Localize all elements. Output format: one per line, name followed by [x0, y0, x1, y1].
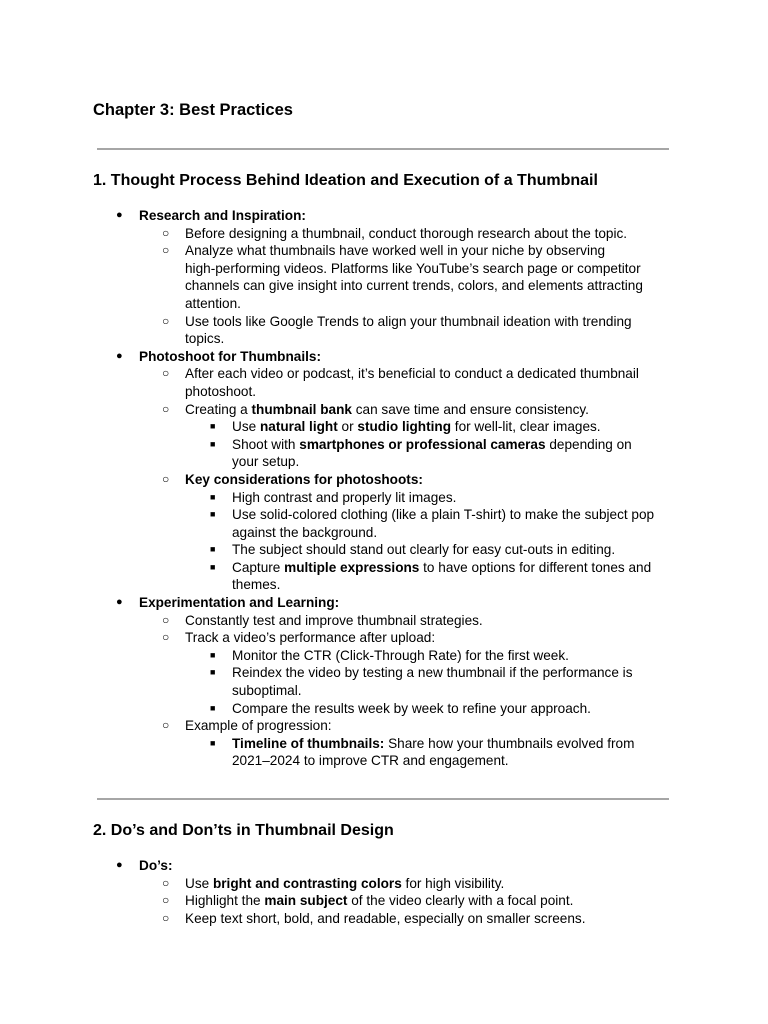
list-item-text: [185, 383, 256, 401]
text-run: Use tools like Google Trends to align your thumbnail ideation with trending: [185, 313, 632, 329]
text-run: channels can give insight into current trends, colors, and elements attracting: [185, 278, 643, 294]
chapter-title: Chapter 3: Best Practices: [93, 101, 293, 119]
list-item-text: [139, 348, 321, 366]
text-run: Photoshoot for Thumbnails:: [139, 348, 321, 364]
text-run: Monitor the CTR (Click-Through Rate) for the first week.: [232, 647, 569, 663]
text-run: Shoot with: [232, 436, 300, 452]
section-2-list-item-level-1: [0, 857, 768, 875]
text-run: Research and Inspiration:: [139, 208, 306, 223]
bullet-marker: ■: [210, 649, 216, 660]
text-run: After each video or podcast, it’s beneficial to conduct a dedicated thumbnail: [185, 366, 639, 382]
bullet-marker: ■: [210, 667, 216, 678]
list-item-text: [185, 260, 641, 278]
list-item-text: [139, 207, 306, 225]
text-run: to have options for different tones and: [419, 559, 652, 575]
section-1-list-item-level-3: [0, 735, 768, 753]
section-1-list-item-level-2: [0, 717, 768, 735]
bullet-marker: ■: [210, 438, 216, 449]
section-1-list-item-level-3: [0, 700, 768, 718]
list-item-text: [185, 242, 605, 260]
list-item-text: [232, 453, 299, 471]
section-1-list-item-level-3: [0, 682, 768, 700]
text-run: Constantly test and improve thumbnail strategies.: [185, 612, 483, 628]
bullet-marker: ■: [210, 544, 216, 555]
section-1-list-item-level-2: [0, 260, 768, 278]
list-item-text: [185, 401, 589, 419]
section-1-list-item-level-3: [0, 453, 768, 471]
list-item-text: [232, 647, 569, 665]
list-item-text: [232, 489, 456, 507]
list-item-text: [185, 910, 586, 928]
list-item-text: [232, 436, 632, 454]
text-run: Before designing a thumbnail, conduct thorough research about the topic.: [185, 225, 628, 241]
section-1-list-item-level-3: [0, 524, 768, 542]
section-1-list-item-level-3: [0, 664, 768, 682]
text-run: Use: [185, 875, 213, 891]
bold-phrase: Timeline of thumbnails:: [232, 735, 385, 751]
bold-phrase: bright and contrasting colors: [212, 875, 402, 891]
horizontal-rule: [97, 148, 669, 150]
section-1-heading: 1. Thought Process Behind Ideation and Execution of a Thumbnail: [93, 172, 598, 189]
section-1-list-item-level-2: [0, 365, 768, 383]
section-1-list-item-level-3: [0, 418, 768, 436]
text-run: Experimentation and Learning:: [139, 595, 340, 611]
bullet-marker: ●: [116, 209, 123, 221]
text-run: Capture: [232, 559, 285, 575]
text-run: Do’s:: [139, 858, 173, 873]
bullet-marker: ■: [210, 491, 216, 502]
list-item-text: [185, 612, 483, 630]
text-run: The subject should stand out clearly for easy cut-outs in editing.: [232, 542, 616, 558]
list-item-text: [185, 629, 435, 647]
list-item-text: [139, 857, 172, 875]
bullet-marker: ■: [210, 421, 216, 432]
bold-phrase: main subject: [264, 893, 348, 909]
list-item-text: [232, 576, 280, 594]
section-1-list-item-level-2: [0, 629, 768, 647]
bold-phrase: thumbnail bank: [251, 401, 352, 417]
text-run: photoshoot.: [185, 383, 257, 399]
bullet-marker: ○: [162, 612, 170, 627]
text-run: topics.: [185, 331, 225, 347]
list-item-text: [185, 471, 423, 489]
text-run: Share how your thumbnails evolved from: [384, 735, 635, 751]
section-1-list-item-level-2: [0, 330, 768, 348]
section-1-list-item-level-1: [0, 348, 768, 366]
bullet-marker: ○: [162, 225, 170, 240]
text-run: or: [337, 419, 358, 435]
list-item-text: [185, 717, 332, 735]
list-item-text: [232, 752, 509, 770]
bold-phrase: studio lighting: [357, 419, 452, 435]
section-1-list-item-level-2: [0, 277, 768, 295]
list-item-text: [232, 524, 377, 542]
list-item-text: [185, 225, 627, 243]
text-run: Example of progression:: [185, 718, 332, 734]
text-run: for high visibility.: [401, 875, 505, 891]
list-item-text: [185, 892, 573, 910]
section-1-list-item-level-2: [0, 313, 768, 331]
section-2-list-item-level-2: [0, 892, 768, 910]
bold-phrase: multiple expressions: [284, 559, 420, 575]
section-1-list-item-level-2: [0, 401, 768, 419]
section-1-list-item-level-2: [0, 242, 768, 260]
list-item-text: [232, 559, 651, 577]
text-run: Analyze what thumbnails have worked well in your niche by observing: [185, 243, 606, 259]
section-2-heading: 2. Do’s and Don’ts in Thumbnail Design: [93, 822, 394, 839]
section-1-list-item-level-2: [0, 471, 768, 489]
section-1-list-item-level-2: [0, 295, 768, 313]
bullet-marker: ○: [162, 910, 170, 925]
bullet-marker: ○: [162, 471, 170, 486]
bold-phrase: natural light: [259, 419, 338, 435]
list-item-text: [185, 277, 643, 295]
list-item-text: [232, 506, 654, 524]
bullet-marker: ○: [162, 718, 170, 733]
section-1-list-item-level-3: [0, 576, 768, 594]
text-run: Use solid-colored clothing (like a plain T-shirt) to make the subject pop: [232, 507, 655, 523]
bold-phrase: Key considerations for photoshoots:: [185, 471, 423, 487]
text-run: high-performing videos. Platforms like YouTube’s search page or competitor: [185, 260, 641, 276]
bullet-marker: ■: [210, 561, 216, 572]
text-run: Compare the results week by week to refine your approach.: [232, 700, 591, 716]
text-run: your setup.: [232, 454, 300, 470]
text-run: High contrast and properly lit images.: [232, 489, 457, 505]
bullet-marker: ○: [162, 313, 170, 328]
text-run: attention.: [185, 295, 241, 311]
bullet-marker: ○: [162, 366, 170, 381]
section-1-list-item-level-3: [0, 506, 768, 524]
bullet-marker: ○: [162, 630, 170, 645]
section-1-list-item-level-3: [0, 559, 768, 577]
text-run: themes.: [232, 577, 281, 593]
list-item-text: [232, 541, 615, 559]
list-item-text: [185, 365, 639, 383]
list-item-text: [232, 664, 633, 682]
list-item-text: [139, 594, 339, 612]
section-1-list: [0, 207, 768, 770]
section-1-list-item-level-2: [0, 225, 768, 243]
text-run: Track a video’s performance after upload:: [185, 630, 436, 646]
section-1-list-item-level-2: [0, 612, 768, 630]
bullet-marker: ■: [210, 737, 216, 748]
bullet-marker: ○: [162, 401, 170, 416]
bullet-marker: ●: [116, 596, 123, 609]
text-run: Highlight the: [185, 893, 265, 909]
bullet-marker: ○: [162, 893, 170, 908]
text-run: of the video clearly with a focal point.: [347, 893, 574, 909]
text-run: Keep text short, bold, and readable, especially on smaller screens.: [185, 910, 586, 926]
list-item-text: [232, 418, 601, 436]
text-run: Reindex the video by testing a new thumbnail if the performance is: [232, 665, 633, 681]
text-run: can save time and ensure consistency.: [351, 401, 589, 417]
section-1-list-item-level-3: [0, 489, 768, 507]
bullet-marker: ○: [162, 875, 170, 890]
section-1-list-item-level-3: [0, 752, 768, 770]
text-run: for well-lit, clear images.: [451, 419, 601, 435]
list-item-text: [232, 700, 591, 718]
list-item-text: [185, 875, 504, 893]
bullet-marker: ■: [210, 509, 216, 520]
section-1-list-item-level-1: [0, 594, 768, 612]
bold-phrase: smartphones or professional cameras: [299, 436, 546, 452]
section-2-list: [0, 857, 768, 927]
text-run: Creating a: [185, 401, 252, 417]
section-1-list-item-level-3: [0, 541, 768, 559]
bullet-marker: ●: [116, 859, 123, 871]
text-run: depending on: [545, 436, 632, 452]
list-item-text: [185, 330, 224, 348]
section-1-list-item-level-3: [0, 647, 768, 665]
list-item-text: [185, 313, 632, 331]
section-1-list-item-level-3: [0, 436, 768, 454]
section-2-list-item-level-2: [0, 875, 768, 893]
list-item-text: [232, 735, 634, 753]
text-run: 2021–2024 to improve CTR and engagement.: [232, 753, 509, 769]
list-item-text: [232, 682, 302, 700]
section-1-list-item-level-1: [0, 207, 768, 225]
horizontal-rule: [97, 798, 669, 800]
bullet-marker: ●: [116, 349, 123, 362]
text-run: suboptimal.: [232, 683, 302, 699]
text-run: against the background.: [232, 524, 378, 540]
section-1-list-item-level-2: [0, 383, 768, 401]
bullet-marker: ■: [210, 702, 216, 713]
section-2-list-item-level-2: [0, 910, 768, 928]
list-item-text: [185, 295, 241, 313]
text-run: Use: [232, 419, 260, 435]
bullet-marker: ○: [162, 243, 170, 258]
